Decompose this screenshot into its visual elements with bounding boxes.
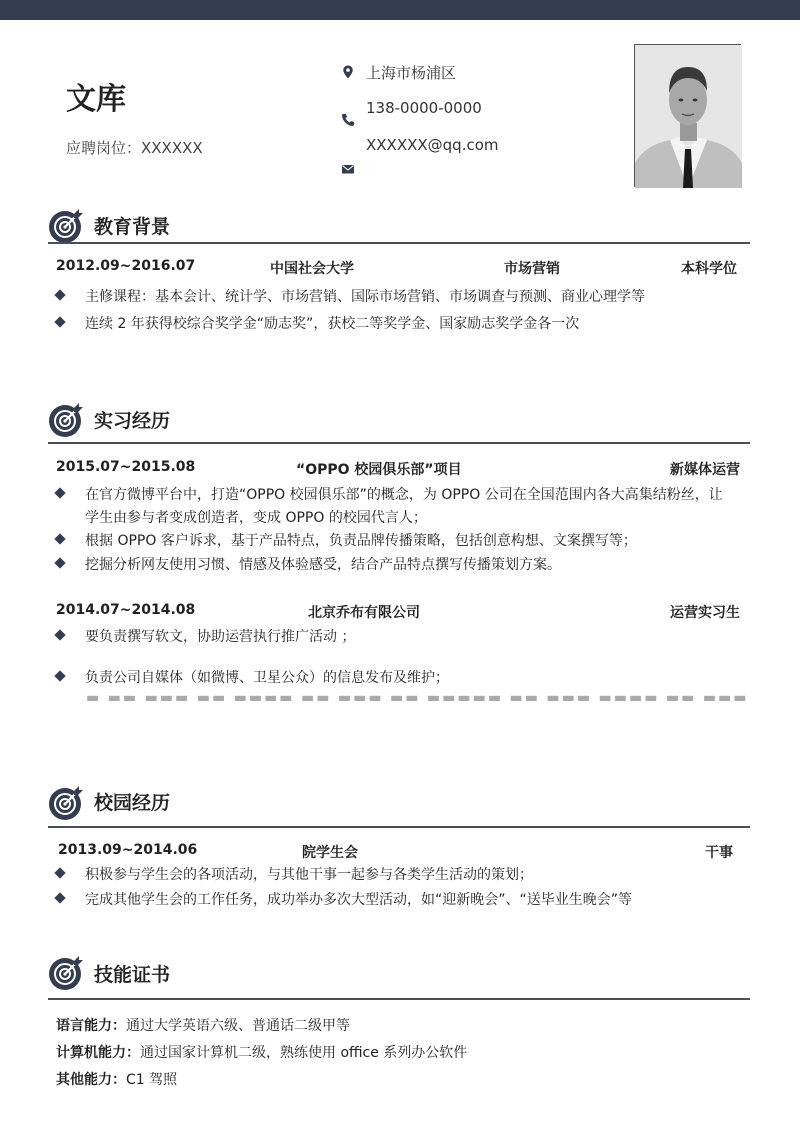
top-accent-bar bbox=[0, 0, 800, 20]
education-degree: 本科学位 bbox=[681, 261, 737, 277]
job-org: 北京乔布有限公司 bbox=[308, 605, 420, 621]
section-title-campus: 校园经历 bbox=[94, 792, 171, 814]
target-icon bbox=[48, 785, 84, 821]
phone-icon bbox=[341, 113, 355, 127]
job-date: 2015.07~2015.08 bbox=[56, 459, 196, 475]
job-date: 2014.07~2014.08 bbox=[56, 602, 196, 618]
clipped-text-line: ▬ ▬▬ ▬▬▬ ▬▬ ▬▬▬▬ ▬▬ ▬▬▬ ▬▬ ▬▬▬▬▬ ▬▬ ▬▬▬ ▬▬▬▬ ▬▬ ▬▬▬ bbox=[86, 690, 749, 706]
education-school: 中国社会大学 bbox=[270, 261, 354, 277]
skill-item: 计算机能力：通过国家计算机二级，熟练使用 office 系列办公软件 bbox=[56, 1045, 468, 1061]
section-title-internship: 实习经历 bbox=[94, 410, 171, 432]
job-role: 运营实习生 bbox=[670, 605, 740, 621]
target-icon bbox=[48, 402, 84, 438]
phone-text: 138-0000-0000 bbox=[366, 99, 482, 117]
diamond-bullet-icon bbox=[54, 629, 65, 640]
diamond-bullet-icon bbox=[54, 670, 65, 681]
diamond-bullet-icon bbox=[54, 867, 65, 878]
diamond-bullet-icon bbox=[54, 892, 65, 903]
diamond-bullet-icon bbox=[54, 533, 65, 544]
diamond-bullet-icon bbox=[54, 289, 65, 300]
skill-item: 语言能力：通过大学英语六级、普通话二级甲等 bbox=[56, 1018, 350, 1034]
skill-item: 其他能力：C1 驾照 bbox=[56, 1072, 178, 1088]
section-divider bbox=[48, 242, 750, 244]
section-title-education: 教育背景 bbox=[94, 216, 171, 238]
education-date: 2012.09~2016.07 bbox=[56, 258, 196, 274]
section-divider bbox=[48, 826, 750, 828]
mail-icon bbox=[341, 162, 355, 176]
candidate-name: 文库 bbox=[66, 82, 126, 117]
campus-date: 2013.09~2014.06 bbox=[58, 842, 198, 858]
target-icon bbox=[48, 208, 84, 244]
diamond-bullet-icon bbox=[54, 487, 65, 498]
profile-photo bbox=[634, 44, 741, 187]
location-pin-icon bbox=[341, 65, 355, 79]
campus-role: 干事 bbox=[705, 845, 733, 861]
campus-org: 院学生会 bbox=[302, 845, 358, 861]
address-text: 上海市杨浦区 bbox=[366, 64, 457, 82]
job-org: “OPPO 校园俱乐部”项目 bbox=[296, 462, 462, 478]
email-text: XXXXXX@qq.com bbox=[366, 136, 499, 154]
education-major: 市场营销 bbox=[504, 261, 560, 277]
diamond-bullet-icon bbox=[54, 316, 65, 327]
section-title-skills: 技能证书 bbox=[94, 964, 171, 986]
section-divider bbox=[48, 998, 750, 1000]
target-icon bbox=[48, 955, 84, 991]
applied-position: 应聘岗位：XXXXXX bbox=[66, 139, 203, 157]
section-divider bbox=[48, 442, 750, 444]
job-role: 新媒体运营 bbox=[670, 462, 740, 478]
diamond-bullet-icon bbox=[54, 557, 65, 568]
